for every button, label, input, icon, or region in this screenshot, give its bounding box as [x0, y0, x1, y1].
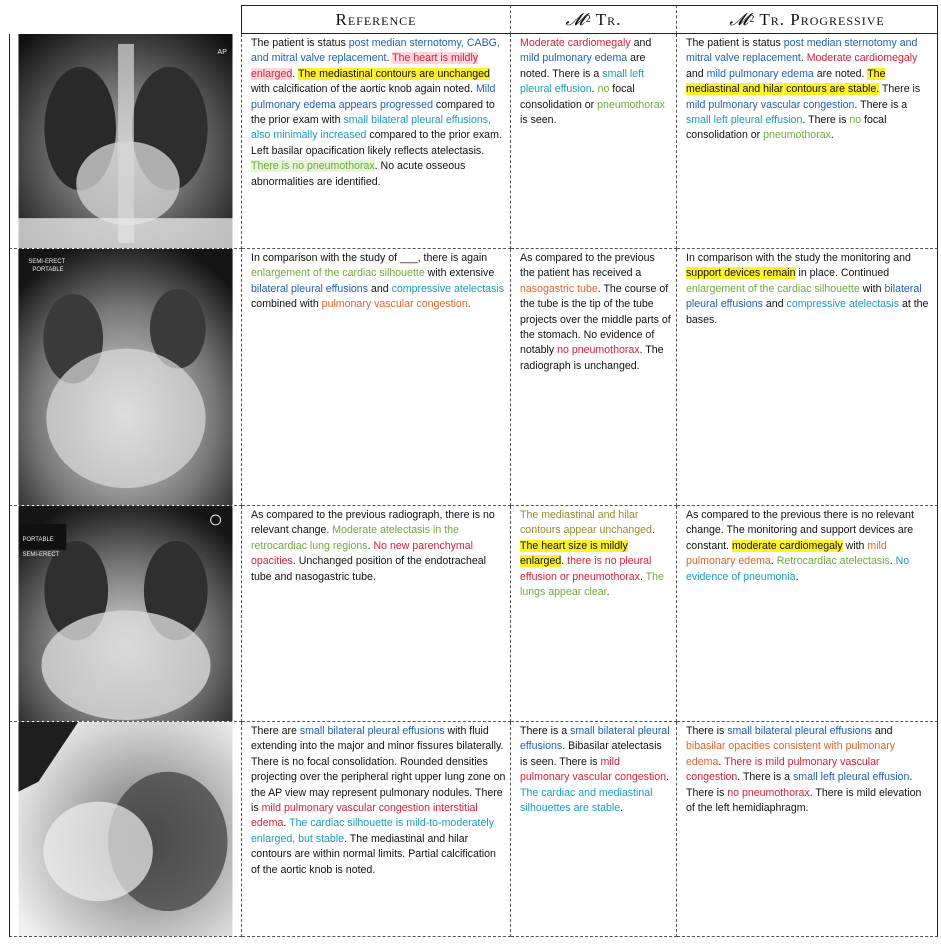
report-phrase: pulmonary vascular congestion	[321, 298, 468, 311]
report-phrase: .	[651, 524, 655, 537]
row-1-progressive	[677, 34, 938, 249]
report-phrase: small left pleural effusion	[793, 771, 910, 784]
report-phrase: Moderate cardiomegaly	[520, 37, 631, 49]
chest-xray-image	[18, 34, 233, 248]
report-phrase: is seen.	[520, 114, 557, 127]
report-phrase: bilateral pleural effusions	[251, 282, 368, 295]
text-spans	[686, 252, 928, 326]
report-phrase: The cardiac and mediastinal silhouettes are stable	[520, 786, 653, 815]
xray-cell-1	[9, 34, 242, 249]
row-3-progressive	[677, 506, 938, 722]
report-phrase: mild pulmonary vascular congestion	[686, 98, 855, 111]
report-phrase: mild pulmonary vascular congestion interstitial edema	[251, 802, 478, 830]
report-phrase: compressive atelectasis	[786, 298, 899, 311]
text-spans	[251, 252, 504, 310]
report-phrase: .	[467, 298, 471, 311]
report-phrase: Retrocardiac atelectasis	[776, 555, 890, 568]
xray-label-portable: PORTABLE	[22, 536, 54, 543]
report-phrase: no	[849, 114, 862, 127]
report-phrase: compressive atelectasis	[391, 282, 505, 295]
report-phrase: . There is	[802, 114, 850, 127]
report-phrase: and	[762, 298, 787, 311]
report-phrase: The patient is status	[251, 37, 349, 49]
row-3-reference	[242, 506, 511, 722]
report-phrase: combined with	[251, 298, 322, 311]
xray-cell-2	[9, 249, 242, 506]
report-phrase: small left pleural effusion	[520, 67, 645, 96]
report-phrase: There is no pneumothorax	[251, 160, 375, 173]
report-phrase: .	[795, 570, 799, 583]
text-spans	[686, 725, 921, 814]
report-phrase: . Unchanged position of the endotracheal tube and nasogastric tube.	[251, 555, 486, 583]
report-phrase: and	[871, 725, 893, 737]
report-phrase: mild pulmonary edema	[520, 52, 628, 65]
report-phrase: small left pleural effusion	[686, 114, 803, 127]
report-phrase: There is a	[520, 725, 571, 737]
report-phrase: .	[800, 52, 807, 65]
report-phrase: As compared to the previous there is no relevant change. The monitoring and support devices are constant.	[686, 509, 914, 552]
report-phrase: The patient is status	[686, 37, 784, 49]
xray-label-ap: AP	[217, 48, 227, 56]
report-phrase: small bilateral pleural effusions, also minimally increased	[251, 114, 492, 142]
report-phrase: . Bibasilar atelectasis is seen. There is	[520, 740, 662, 768]
header-m2-tr: 𝓜 2 Tr.	[511, 5, 677, 34]
report-phrase: with calcification of the aortic knob again noted.	[251, 83, 476, 96]
row-2-progressive	[677, 249, 938, 506]
comparison-table	[9, 5, 938, 937]
row-1-m2	[511, 34, 677, 249]
text-spans	[251, 37, 502, 188]
row-4-progressive	[677, 722, 938, 937]
report-phrase: no pneumothorax	[727, 786, 810, 799]
report-phrase: There is	[686, 725, 728, 737]
report-phrase: The mediastinal and hilar contours are stable.	[686, 67, 886, 96]
report-phrase: Moderate cardiomegaly	[806, 52, 918, 65]
xray-label-semi-erect: SEMI-ERECT	[28, 258, 66, 265]
report-phrase: .	[367, 539, 374, 552]
report-phrase: moderate cardiomegaly	[731, 539, 843, 552]
report-phrase: no	[597, 83, 610, 96]
report-phrase: small bilateral pleural effusions	[299, 725, 445, 737]
report-phrase: In comparison with the study of ___, there is again	[251, 252, 488, 264]
report-phrase: As compared to the previous the patient has received a	[520, 252, 655, 280]
report-phrase: nasogastric tube	[520, 282, 598, 295]
chest-xray-image	[18, 722, 233, 936]
report-phrase: mild pulmonary edema	[706, 67, 814, 80]
report-phrase: no pneumothorax	[557, 344, 640, 357]
text-spans	[520, 509, 664, 598]
report-phrase: .	[606, 586, 610, 599]
report-phrase: compared to the prior exam with	[251, 98, 495, 127]
report-phrase: There is	[879, 83, 921, 96]
report-phrase: . The mediastinal and hilar contours are within normal limits. Partial calcification of the aortic knob is noted.	[251, 832, 496, 876]
report-phrase: .	[292, 67, 298, 80]
text-spans	[686, 37, 920, 141]
report-phrase: focal consolidation or	[686, 114, 887, 142]
row-2-m2	[511, 249, 677, 506]
report-phrase: The mediastinal and hilar contours appear unchanged	[520, 509, 652, 537]
report-phrase: with fluid extending into the major and minor fissures bilaterally. There is no focal consolidation. Rounded densities projecting over the peripheral right upper lung zone on the AP view may represent pulmonary nodules. There is	[251, 725, 506, 815]
xray-cell-3	[9, 506, 242, 722]
report-phrase: .	[718, 755, 725, 768]
report-phrase: and	[686, 67, 707, 80]
report-phrase: .	[770, 555, 777, 568]
report-phrase: small bilateral pleural effusions	[727, 725, 872, 737]
report-phrase: with extensive	[424, 267, 495, 280]
report-phrase: . There is a	[854, 98, 908, 111]
header-blank	[9, 5, 242, 34]
report-phrase: The heart size is mildly enlarged	[520, 539, 628, 568]
report-phrase: compared to the prior exam. Left basilar opacification likely reflects atelectasis.	[251, 129, 502, 157]
report-phrase: bilateral pleural effusions	[686, 282, 922, 311]
header-m2-tr-progressive: 𝓜 2 Tr. Progressive	[677, 5, 938, 34]
report-phrase: .	[591, 83, 598, 96]
report-phrase: in place. Continued	[795, 267, 890, 280]
header-reference: Reference	[242, 5, 511, 34]
report-phrase: .	[561, 555, 568, 568]
report-phrase: focal consolidation or	[520, 83, 635, 111]
report-phrase: No new parenchymal opacities	[251, 539, 473, 568]
report-phrase: pneumothorax	[597, 98, 665, 111]
chest-xray-image	[18, 249, 233, 505]
report-phrase: . The radiograph is unchanged.	[520, 344, 664, 372]
report-phrase: The cardiac silhouette is mild-to-moderately enlarged, but stable	[251, 817, 495, 845]
xray-label-portable: PORTABLE	[32, 266, 64, 273]
text-spans	[520, 725, 670, 814]
report-phrase: The lungs appear clear	[520, 570, 664, 599]
report-phrase: As compared to the previous radiograph, there is no relevant change.	[251, 509, 495, 537]
xray-label-semi-erect: SEMI-ERECT	[22, 551, 60, 558]
row-2-reference	[242, 249, 511, 506]
report-phrase: support devices remain	[686, 267, 796, 280]
report-phrase: post median sternotomy, CABG, and mitral valve replacement	[251, 37, 500, 65]
row-4-m2	[511, 722, 677, 937]
report-phrase: with	[859, 282, 885, 295]
chest-xray-image	[18, 506, 233, 721]
text-spans	[520, 37, 665, 126]
text-spans	[520, 252, 671, 372]
report-phrase: are noted. There is a	[520, 52, 646, 80]
report-phrase: Mild pulmonary edema appears progressed	[251, 83, 496, 111]
report-phrase: The mediastinal contours are unchanged	[297, 67, 490, 80]
report-phrase: .	[639, 570, 646, 583]
report-phrase: There are	[251, 725, 300, 737]
report-phrase: post median sternotomy and mitral valve replacement	[686, 37, 918, 65]
report-phrase: . The course of the tube is the tip of the tube projects over the middle parts of the stomach. No evidence of notably	[520, 282, 671, 357]
report-phrase: .	[889, 555, 896, 568]
text-spans	[251, 509, 495, 583]
report-phrase: are noted.	[813, 67, 868, 80]
report-phrase: .	[666, 771, 669, 784]
row-3-m2	[511, 506, 677, 722]
report-phrase: .	[283, 817, 290, 830]
report-phrase: enlargement of the cardiac silhouette	[251, 267, 425, 280]
xray-cell-4	[9, 722, 242, 937]
report-phrase: . No acute osseous abnormalities are identified.	[251, 160, 466, 188]
report-phrase: .	[386, 52, 393, 65]
report-phrase: . There is	[686, 771, 913, 799]
report-phrase: mild pulmonary vascular congestion	[520, 755, 667, 784]
report-phrase: Moderate atelectasis in the retrocardiac lung regions	[251, 524, 459, 552]
report-phrase: and	[630, 37, 652, 49]
report-phrase: The heart is mildly enlarged	[251, 52, 479, 80]
report-phrase: mild pulmonary edema	[686, 539, 887, 568]
report-phrase: and	[368, 282, 392, 295]
report-phrase: at the bases.	[686, 298, 929, 326]
report-phrase: pneumothorax	[763, 129, 831, 142]
text-spans	[251, 725, 505, 876]
report-phrase: . There is mild elevation of the left hemidiaphragm.	[686, 786, 922, 815]
report-phrase: .	[830, 129, 834, 142]
report-phrase: In comparison with the study the monitoring and	[686, 252, 911, 264]
row-1-reference	[242, 34, 511, 249]
report-phrase: bibasilar opacities consistent with pulmonary edema	[686, 740, 896, 768]
report-phrase: with	[842, 539, 868, 552]
report-phrase: enlargement of the cardiac silhouette	[686, 282, 860, 295]
row-4-reference	[242, 722, 511, 937]
report-phrase: No evidence of pneumonia	[686, 555, 910, 583]
report-phrase: There is mild pulmonary vascular congestion	[686, 755, 880, 784]
report-phrase: .	[620, 802, 624, 815]
report-phrase: there is no pleural effusion or pneumothorax	[520, 555, 652, 583]
report-phrase: small bilateral pleural effusions	[520, 725, 670, 753]
report-phrase: . There is a	[737, 771, 793, 784]
text-spans	[686, 509, 914, 583]
